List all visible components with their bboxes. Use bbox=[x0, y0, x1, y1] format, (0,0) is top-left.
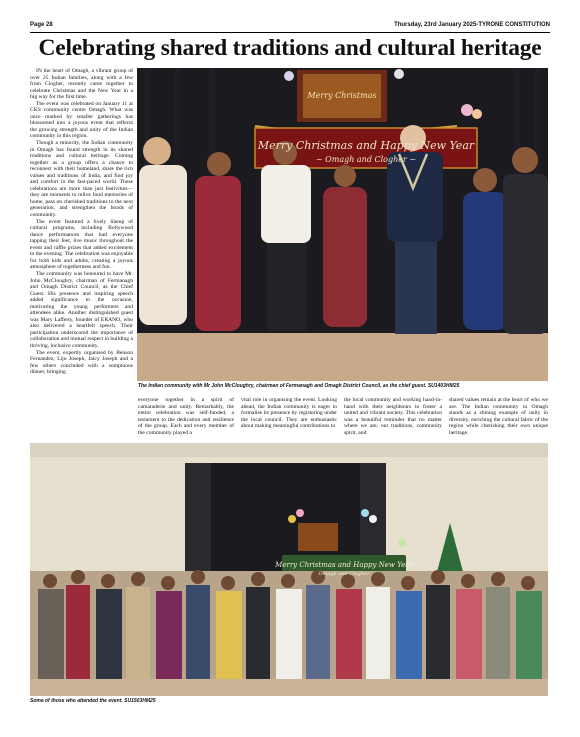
photo-2-banner-subtitle: Omagh and Clogher bbox=[318, 571, 370, 577]
page-header bbox=[30, 22, 550, 32]
photo-1-illustration bbox=[137, 68, 548, 381]
article-column-3: vital role in organising the event. Looking ahead, the Indian community is eager to formalise its presence by registering under the local council. They are enthusiastic about making meaningful contributions to bbox=[241, 397, 337, 429]
photo-1-caption: The Indian community with Mr John McCloughry, chairman of Fermanagh and Omagh District Council, as the chief guest. SU1403HM25 bbox=[138, 383, 460, 389]
photo-hall-attendees bbox=[30, 443, 548, 696]
paragraph: The event was celebrated on January 11 at CKS community centre Omagh. What was once marked by smaller gatherings has blossomed into a joyous event that reflects the growing strength and unity of the Indian community in this region. bbox=[30, 100, 133, 140]
article-column-5: shared values remain at the heart of who we are. The Indian community in Omagh stands as a shining example of unity in diversity, enriching the cultural fabric of the region while cherishing their own unique heritage. bbox=[449, 397, 548, 436]
page-number: Page 28 bbox=[30, 22, 53, 28]
paragraph: IN the heart of Omagh, a vibrant group of over 25 Indian families, along with a few from Clogher, recently came together to celebrate Christmas and the New Year in a big way for the first time. bbox=[30, 68, 133, 101]
paragraph: The community was honoured to have Mr. John McCloughry, chairman of Fermanagh and Omagh District Council, as the Chief Guest. His presence and inspiring speech added significance to the occasion, motivating the young performers and attendees alike. Another distinguished guest was Mary Lafferty, founder of ERANO, who also delivered a heartfelt speech. Their participation underscored the importance of collaboration and mutual respect in building a thriving, inclusive community. bbox=[30, 270, 133, 349]
dateline: Thursday, 23rd January 2025-TYRONE CONSTITUTION bbox=[394, 22, 550, 28]
photo-1-banner-subtitle: ~ Omagh and Clogher ~ bbox=[315, 155, 417, 164]
photo-1-banner-title: Merry Christmas and Happy New Year bbox=[257, 139, 475, 152]
paragraph: The event, expertly organised by Benson Fernandez, Lijo Joseph, Jaicy Joseph and a few others concluded with a sumptuous dinner, bringing bbox=[30, 349, 133, 376]
paragraph: The event featured a lively lineup of cultural programs, including Bollywood dance performances that had everyone tapping their feet, live music throughout the event and raffle prizes that added excitement to the evening. The celebration was enjoyable for both kids and adults, creating a joyous atmosphere of togetherness and fun. bbox=[30, 218, 133, 271]
article-column-1 bbox=[30, 68, 133, 440]
headline: Celebrating shared traditions and cultural heritage bbox=[38, 35, 542, 61]
header-rule bbox=[30, 32, 550, 33]
photo-2-banner-title: Merry Christmas and Happy New Year bbox=[275, 561, 413, 569]
photo-2-caption: Some of those who attended the event. SU1503HM25 bbox=[30, 698, 156, 704]
paragraph: Though a minority, the Indian community in Omagh has found strength in its shared traditions and cultural heritage. Coming together as a group offers a chance to reconnect with their homeland, share the rich values and traditions of India, and find joy and comfort in the fast-paced world. These celebrations are more than just festivities—they are moments to relive fond memories of home, pass on cherished traditions to the next generation, and strengthen the bonds of community. bbox=[30, 140, 133, 219]
photo-group-portrait bbox=[137, 68, 548, 381]
article-column-2: everyone together in a spirit of camaraderie and unity. Remarkably, the entire celebration was self-funded, a testament to the dedication and resilience of the group. Each and every member of the community played a bbox=[138, 397, 234, 436]
photo-1-poster-text: Merry Christmas bbox=[307, 91, 377, 100]
photo-2-illustration bbox=[30, 443, 548, 696]
article-column-4: the local community and working hand-in-hand with their neighbours to foster a united and vibrant society. This celebration was a beautiful reminder that no matter where we are, our traditions, community spirit, and bbox=[344, 397, 442, 436]
